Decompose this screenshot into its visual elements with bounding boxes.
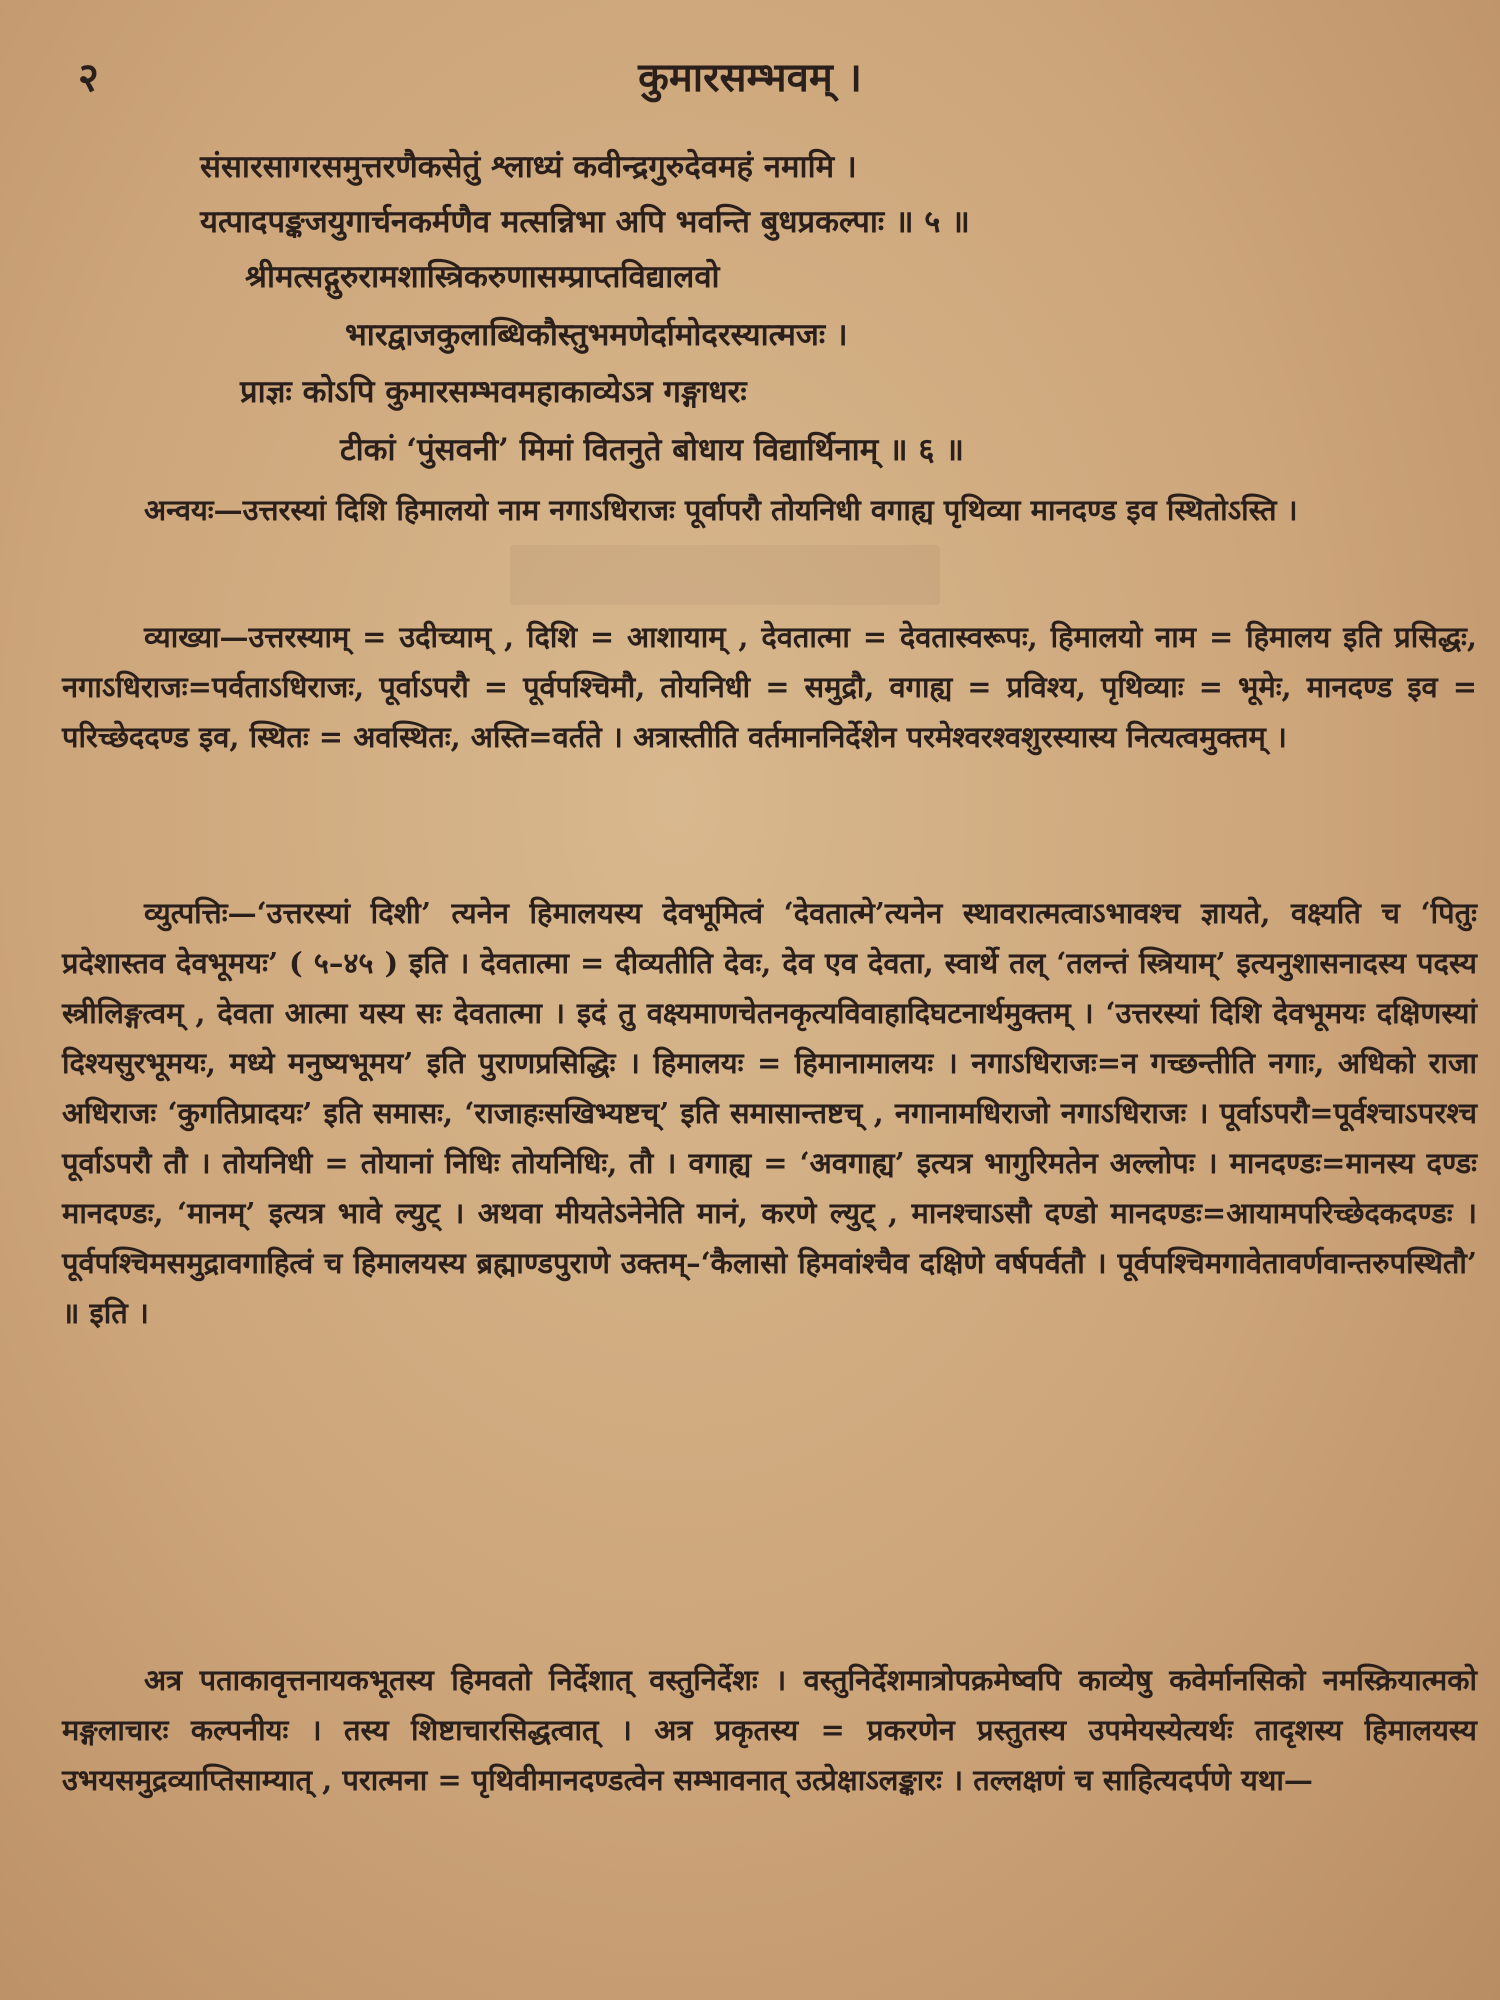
page-header xyxy=(0,48,1500,108)
paragraph-text: व्युत्पत्तिः—‘उत्तरस्यां दिशी’ त्यनेन हिमालयस्य देवभूमित्वं ‘देवतात्मे’त्यनेन स्थावरात्मत्वाऽभावश्च ज्ञायते, वक्ष्यति च ‘पितुः प्रदेशास्तव देवभूमयः’ ( ५–४५ ) इति । देवतात्मा = दीव्यतीति देवः, देव एव देवता, स्वार्थे तल् ‘तलन्तं स्त्रियाम्’ इत्यनुशासनादस्य पदस्य स्त्रीलिङ्गत्वम् , देवता आत्मा यस्य सः देवतात्मा । इदं तु वक्ष्यमाणचेतनकृत्यविवाहादिघटनार्थमुक्तम् । ‘उत्तरस्यां दिशि देवभूमयः दक्षिणस्यां दिश्यसुरभूमयः, मध्ये मनुष्यभूमय’ इति पुराणप्रसिद्धिः । हिमालयः = हिमानामालयः । नगाऽधिराजः=न गच्छन्तीति नगाः, अधिको राजा अधिराजः ‘कुगतिप्रादयः’ इति समासः, ‘राजाहःसखिभ्यष्टच्’ इति समासान्तष्टच् , नगानामधिराजो नगाऽधिराजः । पूर्वाऽपरौ=पूर्वश्चाऽपरश्च पूर्वाऽपरौ तौ । तोयनिधी = तोयानां निधिः तोयनिधिः, तौ । वगाह्य = ‘अवगाह्य’ इत्यत्र भागुरिमतेन अल्लोपः । मानदण्डः=मानस्य दण्डः मानदण्डः, ‘मानम्’ इत्यत्र भावे ल्युट् । अथवा मीयतेऽनेनेति मानं, करणे ल्युट् , मानश्चाऽसौ दण्डो मानदण्डः=आयामपरिच्छेदकदण्डः । पूर्वपश्चिमसमुद्रावगाहित्वं च हिमालयस्य ब्रह्माण्डपुराणे उक्तम्–‘कैलासो हिमवांश्चैव दक्षिणे वर्षपर्वतौ । पूर्वपश्चिमगावेतावर्णवान्तरुपस्थितौ’ ॥ इति । xyxy=(62,896,1477,1330)
anvaya-paragraph xyxy=(62,485,1477,535)
verse-line: टीकां ‘पुंसवनी’ मिमां वितनुते बोधाय विद्यार्थिनाम् ॥ ६ ॥ xyxy=(340,432,964,468)
running-title: कुमारसम्भवम् । xyxy=(638,54,862,101)
verse-line: प्राज्ञः कोऽपि कुमारसम्भवमहाकाव्येऽत्र गङ्गाधरः xyxy=(240,374,747,410)
vyutpatti-paragraph xyxy=(62,888,1477,1338)
paragraph-text: अत्र पताकावृत्तनायकभूतस्य हिमवतो निर्देशात् वस्तुनिर्देशः । वस्तुनिर्देशमात्रोपक्रमेष्वपि काव्येषु कवेर्मानसिको नमस्क्रियात्मको मङ्गलाचारः कल्पनीयः । तस्य शिष्टाचारसिद्धत्वात् । अत्र प्रकृतस्य = प्रकरणेन प्रस्तुतस्य उपमेयस्येत्यर्थः तादृशस्य हिमालयस्य उभयसमुद्रव्याप्तिसाम्यात् , परात्मना = पृथिवीमानदण्डत्वेन सम्भावनात् उत्प्रेक्षाऽलङ्कारः । तल्लक्षणं च साहित्यदर्पणे यथा— xyxy=(62,1663,1477,1797)
alankara-paragraph xyxy=(62,1655,1477,1805)
verse-line: भारद्वाजकुलाब्धिकौस्तुभमणेर्दामोदरस्यात्मजः । xyxy=(345,317,848,353)
vyakhya-paragraph xyxy=(62,612,1477,762)
faded-stamp-mark xyxy=(510,545,940,605)
verse-line: संसारसागरसमुत्तरणैकसेतुं श्लाध्यं कवीन्द्रगुरुदेवमहं नमामि । xyxy=(200,149,857,185)
paragraph-text: अन्वयः—उत्तरस्यां दिशि हिमालयो नाम नगाऽधिराजः पूर्वापरौ तोयनिधी वगाह्य पृथिव्या मानदण्ड इव स्थितोऽस्ति । xyxy=(144,493,1298,527)
paragraph-text: व्याख्या—उत्तरस्याम् = उदीच्याम् , दिशि = आशायाम् , देवतात्मा = देवतास्वरूपः, हिमालयो नाम = हिमालय इति प्रसिद्धः, नगाऽधिराजः=पर्वताऽधिराजः, पूर्वाऽपरौ = पूर्वपश्चिमौ, तोयनिधी = समुद्रौ, वगाह्य = प्रविश्य, पृथिव्याः = भूमेः, मानदण्ड इव = परिच्छेददण्ड इव, स्थितः = अवस्थितः, अस्ति=वर्तते । अत्रास्तीति वर्तमाननिर्देशेन परमेश्वरश्वशुरस्यास्य नित्यत्वमुक्तम् । xyxy=(62,620,1477,754)
verse-line: श्रीमत्सद्गुरुरामशास्त्रिकरुणासम्प्राप्तविद्यालवो xyxy=(245,259,720,295)
verse-line: यत्पादपङ्कजयुगार्चनकर्मणैव मत्सन्निभा अपि भवन्ति बुधप्रकल्पाः ॥ ५ ॥ xyxy=(200,204,970,240)
page-number: २ xyxy=(78,54,99,101)
